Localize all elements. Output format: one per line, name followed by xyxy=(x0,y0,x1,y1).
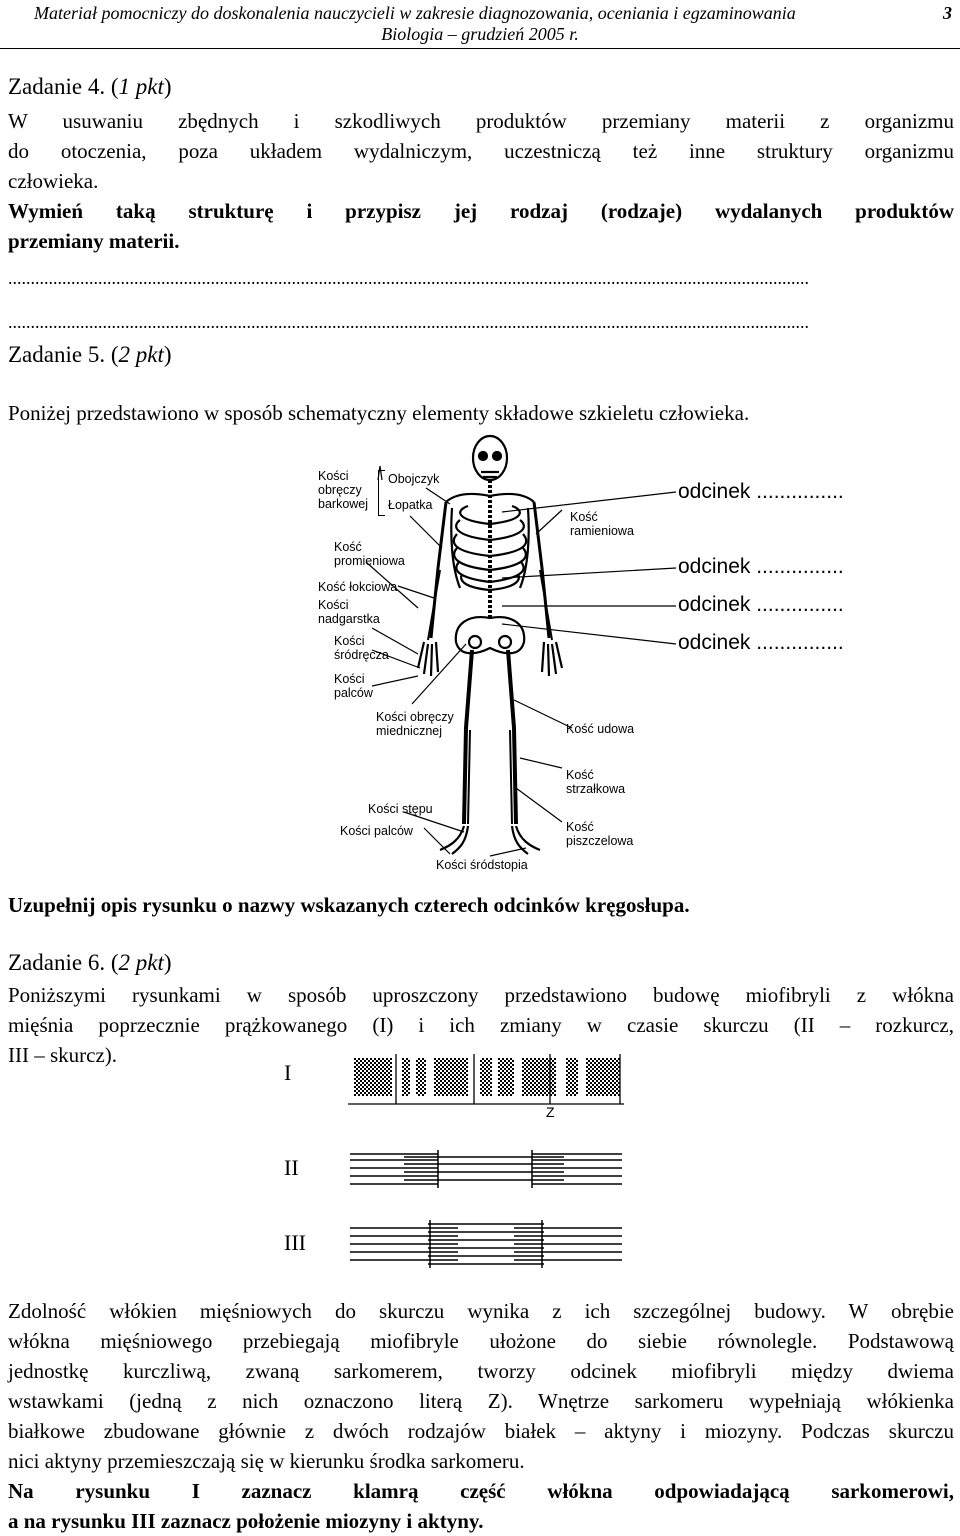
label-kosci-palcow-stopy: Kości palców xyxy=(340,824,413,838)
task5-instruction: Uzupełnij opis rysunku o nazwy wskazanych czterech odcinków kręgosłupa. xyxy=(8,893,690,917)
answer-line-2[interactable]: .................................................................................................................................................................................. xyxy=(8,312,809,332)
task6-title: Zadanie 6. (2 pkt) xyxy=(8,950,172,975)
label-kosci-obreczy-barkowej: Kości obręczy barkowej xyxy=(318,469,369,511)
z-line-label: Z xyxy=(546,1104,555,1120)
label-kosci-obreczy-miednicznej: Kości obręczy miednicznej xyxy=(376,710,454,738)
task4-text: W usuwaniu zbędnych i szkodliwych produktów przemiany materii z organizmu do otoczenia, poza układem wydalniczym, uczestniczą też inne struktury organizmu człowieka. Wymień taką strukturę i przypisz jej rodzaj (rodzaje) wydalanych produktów przemiany materii. xyxy=(8,109,954,253)
task6-intro: Poniższymi rysunkami w sposób uproszczony przedstawiono budowę miofibryli z włókna mięśnia poprzecznie prążkowanego (I) i ich zmiany w czasie skurczu (II – rozkurcz, III – skurcz). xyxy=(8,983,954,1067)
label-kosc-piszczelowa: Kość piszczelowa xyxy=(566,820,634,848)
figure-label-III: III xyxy=(284,1230,306,1255)
spine-segment-field-3[interactable]: odcinek ............... xyxy=(678,593,844,616)
task4-title: Zadanie 4. (1 pkt) xyxy=(8,74,172,99)
header-subtitle: Biologia – grudzień 2005 r. xyxy=(381,24,579,44)
task6-instruction: Na rysunku I zaznacz klamrą część włókna odpowiadającą sarkomerowi, xyxy=(8,1479,954,1503)
bracket-shoulder xyxy=(378,470,385,516)
answer-line-1[interactable]: .................................................................................................................................................................................. xyxy=(8,268,809,288)
myofibril-figure-II xyxy=(348,1146,624,1192)
task6-body: Zdolność włókien mięśniowych do skurczu wynika z ich szczególnej budowy. W obrębie włókna mięśniowego przebiegają miofibryle ułożone do siebie równolegle. Podstawową jednostkę kurczliwą, zwaną sarkomerem, tworzy odcinek miofibryli między dwiema wstawkami (jedną z nich oznaczono literą Z). Wnętrze sarkomeru wypełniają włókienka białkowe zbudowane głównie z dwóch rodzajów białek – aktyny i miozyny. Podczas skurczu nici aktyny przemieszczają się w kierunku środka sarkomeru. Na rysunku I zaznacz klamrą część włókna odpowiadającą sarkomerowi, a na rysunku III zaznacz położenie miozyny i aktyny. xyxy=(8,1299,954,1533)
page-number: 3 xyxy=(943,3,952,23)
label-kosci-stepu: Kości stępu xyxy=(368,802,433,816)
task5-intro: Poniżej przedstawiono w sposób schematyczny elementy składowe szkieletu człowieka. xyxy=(8,401,750,425)
label-kosci-palcow-reki: Kości palców xyxy=(334,672,373,700)
label-kosci-srodstopia: Kości śródstopia xyxy=(436,858,528,872)
header-title: Materiał pomocniczy do doskonalenia nauczycieli w zakresie diagnozowania, oceniania i egzaminowania xyxy=(34,3,796,23)
myofibril-figure-I xyxy=(348,1052,624,1110)
task4-instruction: Wymień taką strukturę i przypisz jej rodzaj (rodzaje) wydalanych produktów xyxy=(8,199,954,223)
label-obojczyk: Obojczyk xyxy=(388,472,440,486)
figure-label-I: I xyxy=(284,1060,292,1085)
label-kosc-lokciowa: Kość łokciowa xyxy=(318,580,398,594)
label-kosc-udowa: Kość udowa xyxy=(566,722,635,736)
label-kosc-ramieniowa: Kość ramieniowa xyxy=(570,510,634,538)
task5-title: Zadanie 5. (2 pkt) xyxy=(8,342,172,367)
figure-label-II: II xyxy=(284,1155,299,1180)
label-lopatka: Łopatka xyxy=(388,498,433,512)
label-kosci-srodrecza: Kości śródręcza xyxy=(334,634,389,662)
page-header xyxy=(0,0,960,49)
label-kosci-nadgarstka: Kości nadgarstka xyxy=(318,598,380,626)
spine-segment-field-1[interactable]: odcinek ............... xyxy=(678,480,844,503)
spine-segment-field-2[interactable]: odcinek ............... xyxy=(678,555,844,578)
myofibril-figure-III xyxy=(348,1218,624,1270)
label-kosc-strzalkowa: Kość strzałkowa xyxy=(566,768,626,796)
spine-segment-field-4[interactable]: odcinek ............... xyxy=(678,631,844,654)
label-kosc-promieniowa: Kość promieniowa xyxy=(334,540,405,568)
